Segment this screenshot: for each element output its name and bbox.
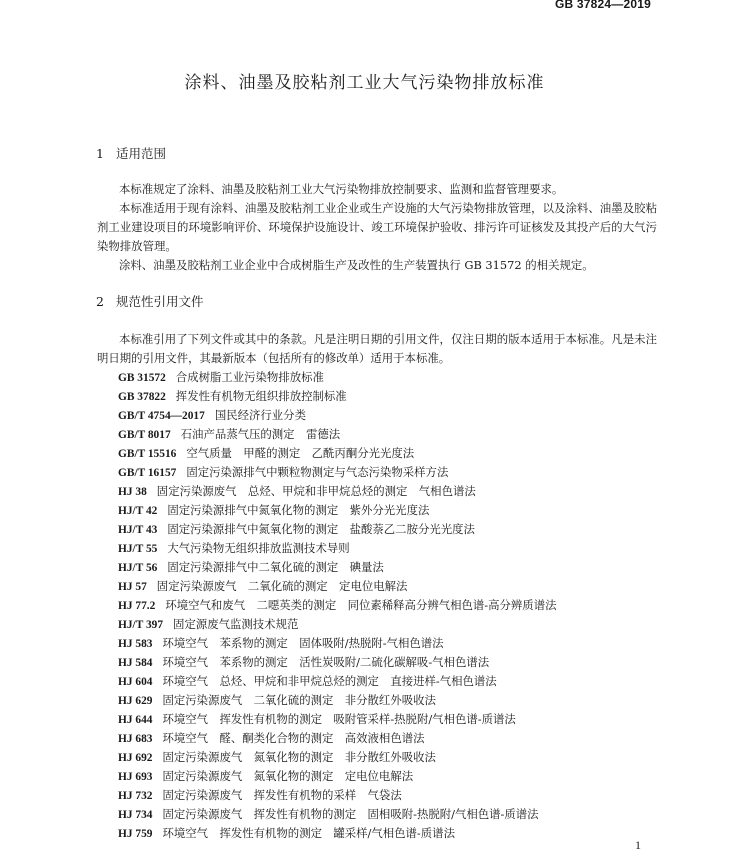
- reference-code: HJ/T 43: [118, 524, 158, 536]
- reference-title: 环境空气 苯系物的测定 活性炭吸附/二硫化碳解吸-气相色谱法: [162, 655, 490, 669]
- reference-title: 固定污染源废气 氮氧化物的测定 非分散红外吸收法: [162, 750, 436, 764]
- reference-item: [118, 786, 556, 805]
- reference-title: 环境空气 苯系物的测定 固体吸附/热脱附-气相色谱法: [162, 636, 444, 650]
- reference-title: 挥发性有机物无组织排放控制标准: [175, 389, 347, 403]
- reference-code: GB/T 4754—2017: [118, 410, 205, 422]
- reference-item: [118, 653, 556, 672]
- reference-title: 环境空气 醛、酮类化合物的测定 高效液相色谱法: [162, 731, 425, 745]
- reference-item: [118, 425, 556, 444]
- reference-title: 固定源废气监测技术规范: [173, 617, 299, 631]
- reference-title: 固定污染源废气 氮氧化物的测定 定电位电解法: [162, 769, 414, 783]
- page-number: 1: [635, 838, 641, 852]
- reference-item: [118, 729, 556, 748]
- paragraph: 本标准引用了下列文件或其中的条款。凡是注明日期的引用文件，仅注日期的版本适用于本标准。凡是未注明日期的引用文件，其最新版本（包括所有的修改单）适用于本标准。: [97, 332, 657, 365]
- reference-title: 环境空气 总烃、甲烷和非甲烷总烃的测定 直接进样-气相色谱法: [162, 674, 497, 688]
- paragraph: 本标准适用于现有涂料、油墨及胶粘剂工业企业或生产设施的大气污染物排放管理，以及涂料、油墨及胶粘剂工业建设项目的环境影响评价、环境保护设施设计、竣工环境保护验收、排污许可证核发及其投产后的大气污染物排放管理。: [97, 201, 657, 253]
- reference-item: [118, 767, 556, 786]
- reference-item: [118, 710, 556, 729]
- reference-code: HJ 584: [118, 657, 153, 669]
- reference-code: GB 31572: [118, 372, 166, 384]
- reference-code: HJ/T 56: [118, 562, 158, 574]
- section-title: 适用范围: [116, 146, 167, 161]
- reference-item: [118, 482, 556, 501]
- reference-title: 固定污染源废气 二氧化硫的测定 定电位电解法: [156, 579, 408, 593]
- reference-item: [118, 501, 556, 520]
- reference-title: 固定污染源废气 总烃、甲烷和非甲烷总烃的测定 气相色谱法: [156, 484, 476, 498]
- reference-title: 固定污染源排气中氮氧化物的测定 盐酸萘乙二胺分光光度法: [167, 522, 475, 536]
- reference-code: HJ 683: [118, 733, 153, 745]
- reference-item: [118, 387, 556, 406]
- reference-code: HJ 77.2: [118, 600, 156, 612]
- reference-code: HJ 759: [118, 828, 153, 840]
- reference-code: HJ 692: [118, 752, 153, 764]
- reference-title: 环境空气 挥发性有机物的测定 罐采样/气相色谱-质谱法: [162, 826, 455, 840]
- reference-title: 固定污染源排气中氮氧化物的测定 紫外分光光度法: [167, 503, 430, 517]
- reference-list: [118, 368, 556, 843]
- reference-title: 合成树脂工业污染物排放标准: [175, 370, 324, 384]
- reference-item: [118, 577, 556, 596]
- reference-item: [118, 444, 556, 463]
- reference-item: [118, 805, 556, 824]
- reference-code: GB 37822: [118, 391, 166, 403]
- reference-code: HJ/T 42: [118, 505, 158, 517]
- reference-item: [118, 368, 556, 387]
- document-title: 涂料、油墨及胶粘剂工业大气污染物排放标准: [184, 73, 545, 93]
- reference-code: HJ 604: [118, 676, 153, 688]
- reference-code: GB/T 16157: [118, 467, 177, 479]
- reference-title: 大气污染物无组织排放监测技术导则: [167, 541, 350, 555]
- reference-code: HJ 644: [118, 714, 153, 726]
- reference-item: [118, 634, 556, 653]
- reference-item: [118, 406, 556, 425]
- reference-title: 固定污染源废气 挥发性有机物的测定 固相吸附-热脱附/气相色谱-质谱法: [162, 807, 539, 821]
- section-1-heading: [96, 144, 166, 162]
- reference-code: HJ 583: [118, 638, 153, 650]
- reference-code: HJ 38: [118, 486, 147, 498]
- reference-item: [118, 824, 556, 843]
- reference-code: HJ 734: [118, 809, 153, 821]
- reference-title: 固定污染源废气 二氧化硫的测定 非分散红外吸收法: [162, 693, 436, 707]
- reference-title: 空气质量 甲醛的测定 乙酰丙酮分光光度法: [186, 446, 415, 460]
- paragraph: 本标准规定了涂料、油墨及胶粘剂工业大气污染物排放控制要求、监测和监督管理要求。: [119, 182, 564, 196]
- reference-item: [118, 748, 556, 767]
- reference-code: GB/T 8017: [118, 429, 171, 441]
- reference-title: 国民经济行业分类: [214, 408, 306, 422]
- reference-code: HJ 57: [118, 581, 147, 593]
- reference-title: 固定污染源废气 挥发性有机物的采样 气袋法: [162, 788, 402, 802]
- standard-code: GB 37824—2019: [555, 0, 651, 11]
- reference-item: [118, 596, 556, 615]
- section-number: 1: [96, 146, 104, 161]
- reference-item: [118, 691, 556, 710]
- reference-title: 石油产品蒸气压的测定 雷德法: [180, 427, 341, 441]
- paragraph: 涂料、油墨及胶粘剂工业企业中合成树脂生产及改性的生产装置执行 GB 31572 的相关规定。: [119, 258, 594, 272]
- reference-title: 固定污染源排气中颗粒物测定与气态污染物采样方法: [186, 465, 449, 479]
- reference-title: 环境空气和废气 二噁英类的测定 同位素稀释高分辨气相色谱-高分辨质谱法: [165, 598, 557, 612]
- reference-title: 固定污染源排气中二氧化硫的测定 碘量法: [167, 560, 384, 574]
- reference-item: [118, 558, 556, 577]
- reference-item: [118, 520, 556, 539]
- reference-code: HJ 732: [118, 790, 153, 802]
- section-2-heading: [96, 292, 204, 310]
- reference-item: [118, 672, 556, 691]
- reference-code: HJ 629: [118, 695, 153, 707]
- section-number: 2: [96, 294, 104, 309]
- reference-code: HJ/T 397: [118, 619, 164, 631]
- reference-item: [118, 615, 556, 634]
- reference-title: 环境空气 挥发性有机物的测定 吸附管采样-热脱附/气相色谱-质谱法: [162, 712, 516, 726]
- section-title: 规范性引用文件: [116, 294, 204, 309]
- reference-code: GB/T 15516: [118, 448, 177, 460]
- reference-code: HJ 693: [118, 771, 153, 783]
- reference-item: [118, 463, 556, 482]
- reference-code: HJ/T 55: [118, 543, 158, 555]
- reference-item: [118, 539, 556, 558]
